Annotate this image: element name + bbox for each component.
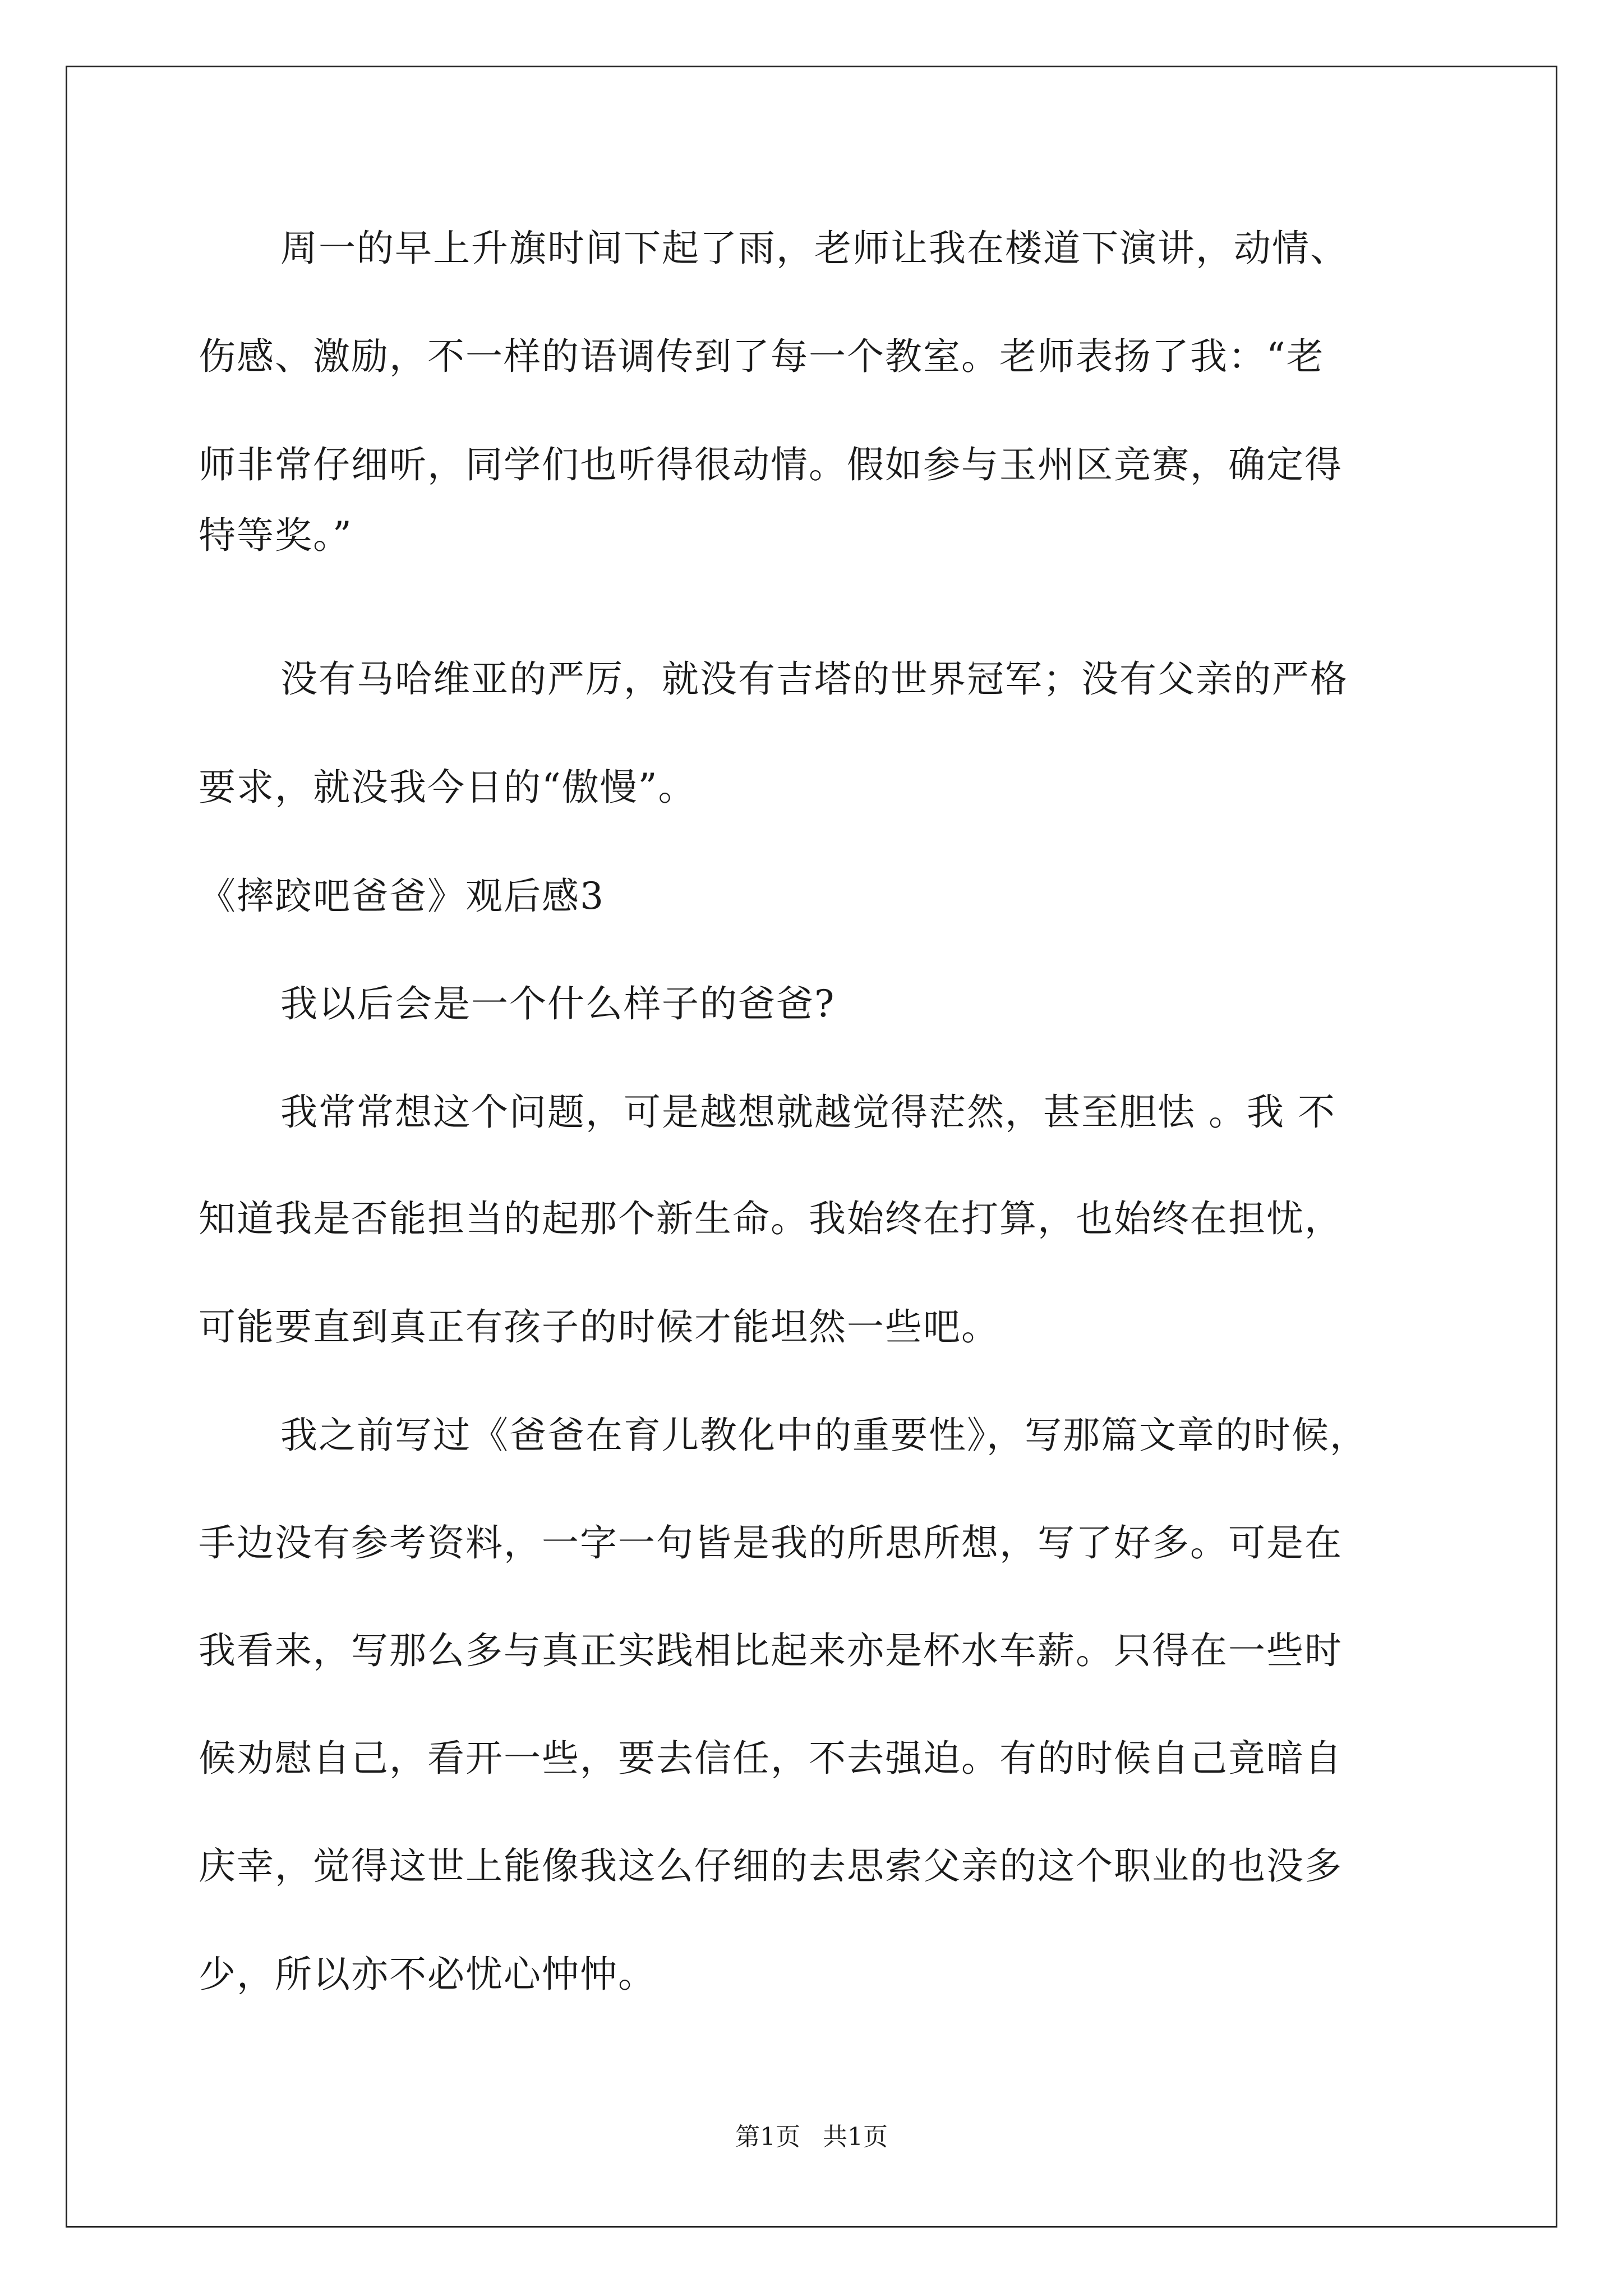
page-footer [0, 2125, 1623, 2150]
text-line: 我常常想这个问题，可是越想就越觉得茫然，甚至胆怯 。我 不 [280, 1091, 1336, 1134]
text-line: 我以后会是一个什么样子的爸爸? [280, 982, 836, 1025]
text-line: 知道我是否能担当的起那个新生命。我始终在打算，也始终在担忧， [199, 1197, 1343, 1240]
text-line: 没有马哈维亚的严厉，就没有吉塔的世界冠军；没有父亲的严格 [280, 657, 1348, 701]
page-total: 共1页 [823, 2123, 888, 2151]
section-heading: 《摔跤吧爸爸》观后感3 [199, 875, 605, 918]
text-line: 要求，就没我今日的“傲慢”。 [199, 766, 697, 809]
text-line: 我看来，写那么多与真正实践相比起来亦是杯水车薪。只得在一些时 [199, 1629, 1343, 1672]
text-line: 少，所以亦不必忧心忡忡。 [199, 1953, 656, 1996]
text-line: 伤感、激励，不一样的语调传到了每一个教室。老师表扬了我：“老 [199, 335, 1325, 378]
page-number: 第1页 [735, 2123, 800, 2151]
text-line: 师非常仔细听，同学们也听得很动情。假如参与玉州区竞赛，确定得 [199, 443, 1343, 486]
text-line: 特等奖。” [199, 514, 353, 557]
page-border [66, 66, 1557, 2228]
text-line: 周一的早上升旗时间下起了雨，老师让我在楼道下演讲，动情、 [280, 227, 1348, 270]
text-line: 手边没有参考资料，一字一句皆是我的所思所想，写了好多。可是在 [199, 1521, 1343, 1565]
text-line: 候劝慰自己，看开一些，要去信任，不去强迫。有的时候自己竟暗自 [199, 1737, 1343, 1780]
text-line: 庆幸，觉得这世上能像我这么仔细的去思索父亲的这个职业的也没多 [199, 1844, 1343, 1888]
text-line: 可能要直到真正有孩子的时候才能坦然一些吧。 [199, 1305, 999, 1349]
text-line: 我之前写过《爸爸在育儿教化中的重要性》，写那篇文章的时候， [280, 1414, 1368, 1457]
